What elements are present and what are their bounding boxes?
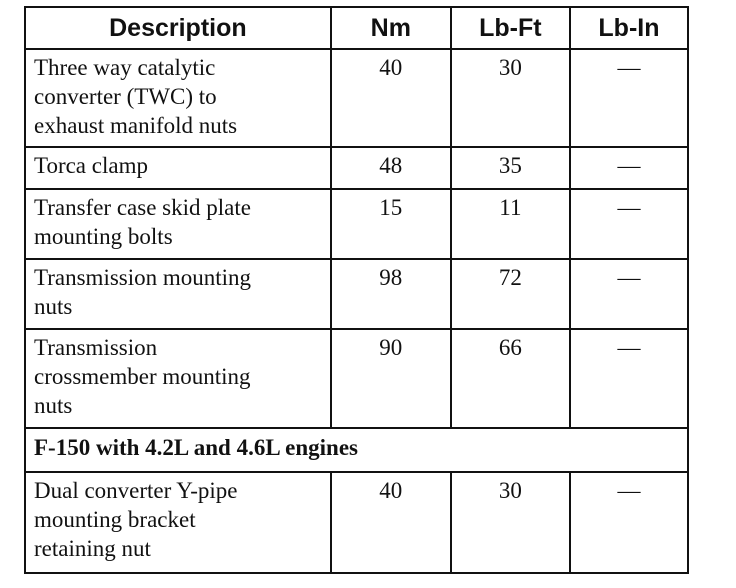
- lb-in-header: Lb-In: [570, 7, 688, 49]
- nm-cell: 98: [331, 259, 451, 329]
- description-cell: Transmission crossmember mounting nuts: [25, 329, 331, 428]
- lb-in-cell: —: [570, 472, 688, 573]
- table-row: [25, 49, 688, 147]
- lb-in-cell: —: [570, 259, 688, 329]
- section-heading-row: [25, 428, 688, 472]
- lb-ft-cell: 30: [451, 49, 570, 147]
- table-row: [25, 189, 688, 259]
- lb-ft-header: Lb-Ft: [451, 7, 570, 49]
- nm-cell: 40: [331, 49, 451, 147]
- section-heading: F-150 with 4.2L and 4.6L engines: [25, 428, 688, 472]
- description-cell: Torca clamp: [25, 147, 331, 189]
- nm-cell: 40: [331, 472, 451, 573]
- lb-in-cell: —: [570, 147, 688, 189]
- description-cell: Transmission mounting nuts: [25, 259, 331, 329]
- table-row: [25, 472, 688, 573]
- nm-cell: 90: [331, 329, 451, 428]
- description-cell: Three way catalytic converter (TWC) to exhaust manifold nuts: [25, 49, 331, 147]
- table-row: [25, 259, 688, 329]
- description-cell: Transfer case skid plate mounting bolts: [25, 189, 331, 259]
- lb-ft-cell: 72: [451, 259, 570, 329]
- table-row: [25, 329, 688, 428]
- lb-ft-cell: 30: [451, 472, 570, 573]
- lb-ft-cell: 11: [451, 189, 570, 259]
- description-header: Description: [25, 7, 331, 49]
- header-row: [25, 7, 688, 49]
- lb-in-cell: —: [570, 329, 688, 428]
- lb-in-cell: —: [570, 49, 688, 147]
- lb-in-cell: —: [570, 189, 688, 259]
- nm-cell: 15: [331, 189, 451, 259]
- description-cell: Dual converter Y-pipe mounting bracket retaining nut: [25, 472, 331, 573]
- nm-cell: 48: [331, 147, 451, 189]
- lb-ft-cell: 35: [451, 147, 570, 189]
- table-row: [25, 147, 688, 189]
- torque-spec-table: [24, 6, 689, 574]
- lb-ft-cell: 66: [451, 329, 570, 428]
- nm-header: Nm: [331, 7, 451, 49]
